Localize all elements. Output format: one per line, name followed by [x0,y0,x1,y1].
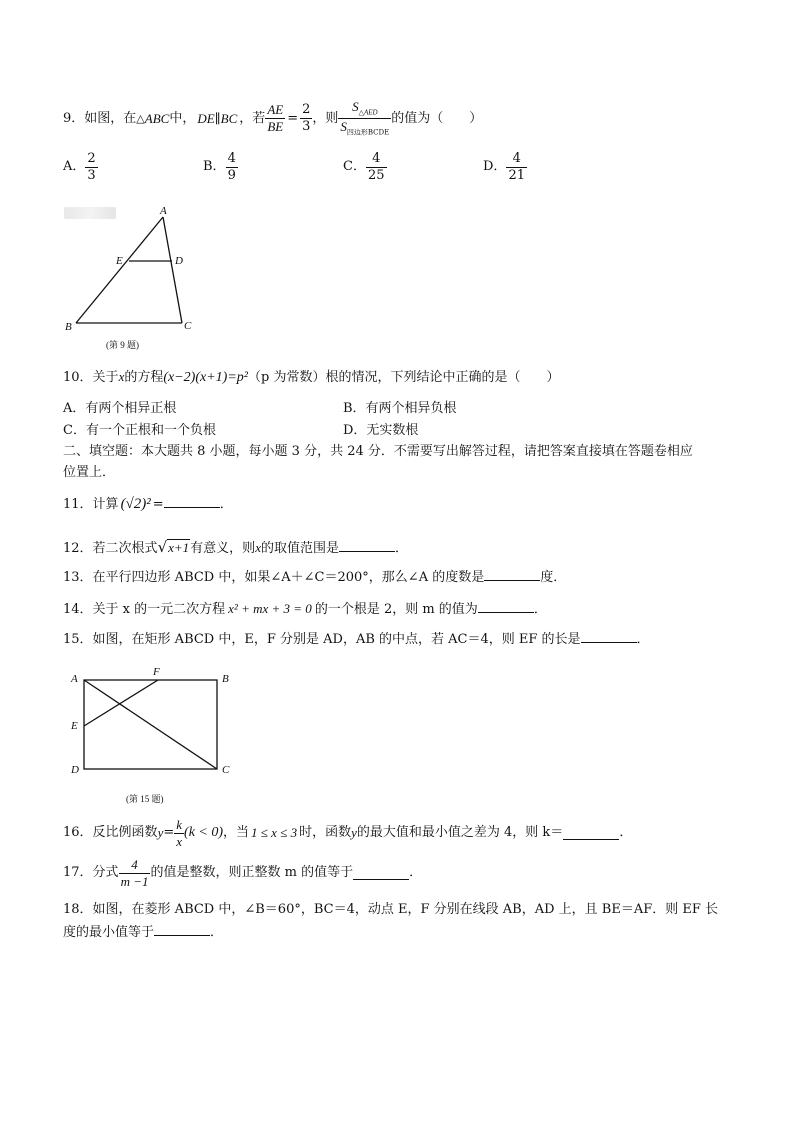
q9-area-den: $S_{四边形BCDE}$ [340,118,390,137]
q9-label-d: D [175,255,183,267]
q13-number: 13． [63,570,93,585]
q18-stem-line2 [63,923,223,941]
q9-option-fraction: $\frac{4}{9}$ [227,151,236,183]
q13-text: 在平行四边形 ABCD 中，如果∠A＋∠C＝200°，那么∠A 的度数是 [92,570,485,585]
q9-ratio-fraction [265,103,285,133]
q9-ratio-num: AE [267,102,284,118]
q11-end: ． [219,497,233,512]
q15-label-a: A [71,673,78,685]
q9-side-ab [76,217,163,323]
q15-answer-blank[interactable] [581,630,637,643]
q18-stem-line1 [63,902,718,918]
q9-abc: ABC [144,110,170,126]
q9-option-label: D． [483,159,507,175]
q9-option-fraction: $\frac{4}{25}$ [367,151,385,183]
q9-text: 的值为（ ） [391,110,483,126]
q9-option-label: B． [203,159,226,175]
q16-y: y [351,825,357,841]
q9-option-b [203,152,238,182]
q15-figure-caption: (第 15 题) [126,794,164,804]
q9-text: 如图，在 [84,110,137,126]
q16-answer-blank[interactable] [563,827,619,840]
q17-text: 分式 [92,865,119,881]
q12-stem [63,538,408,557]
q16-text: 的最大值和最小值之差为 4，则 k＝ [356,825,564,841]
q15-label-b: B [222,673,229,685]
q13-stem [63,568,566,586]
q16-equals: = [163,825,175,841]
q17-fraction-num: 4 [131,857,138,872]
q14-end: ． [533,602,547,617]
q16-stem [63,818,632,848]
q9-text: ，则 [312,110,339,126]
q9-label-a: A [160,205,167,217]
q16-text: ，当 [223,825,250,841]
q10-stem [63,369,559,387]
q17-text: 的值是整数，则正整数 m 的值等于 [150,865,354,881]
q10-option-b: B．有两个相异负根 [343,401,457,416]
q16-y: y [157,825,164,841]
q12-x: x [255,540,261,555]
q15-diagonal-ac [84,680,217,769]
q9-option-c [343,152,387,182]
q15-end: ． [636,632,650,647]
q9-de-parallel-bc: DE∥BC [197,110,238,126]
q9-area-num: $S_{\triangle AED}$ [352,99,378,117]
q9-option-label: C． [343,159,366,175]
q16-fraction-num: k [176,817,183,832]
q18-text: 度的最小值等于 [63,925,155,940]
q14-stem [63,600,547,618]
q17-answer-blank[interactable] [353,867,409,880]
q11-stem [63,495,233,513]
q12-answer-blank[interactable] [339,539,395,552]
q9-value-fraction [300,103,312,133]
q17-end: ． [409,865,423,881]
q14-text: 的一个根是 2，则 m 的值为 [314,602,478,617]
q18-end: ． [210,925,224,940]
q9-ratio-den: BE [267,118,284,134]
q14-equation: x² + mx + 3 = 0 [228,601,312,616]
q12-radicand: x+1 [168,540,190,555]
q16-end: ． [619,825,633,841]
q9-equals: = [287,110,299,126]
q12-text: 若二次根式 [92,541,158,556]
q16-fraction [174,818,184,848]
q17-fraction-den: m −1 [120,873,149,889]
q9-area-fraction [338,100,391,137]
q9-stem [63,100,482,137]
q12-radical-sign: √ [157,538,168,556]
q11-text: 计算 [92,497,119,512]
q9-option-a [63,152,98,182]
q15-stem [63,630,650,648]
q9-value-den: 3 [302,118,311,134]
q11-expression: (√2)² [120,496,151,512]
q17-number: 17． [63,865,93,881]
q9-option-fraction: $\frac{2}{3}$ [87,151,96,183]
q13-answer-blank[interactable] [484,568,540,581]
q18-text: 如图，在菱形 ABCD 中，∠B＝60°，BC＝4，动点 E，F 分别在线段 AB，AD 上，且 BE＝AF．则 EF 长 [92,902,719,917]
q16-condition: (k < 0) [184,824,224,840]
section2-instructions-line2: 位置上． [63,465,116,480]
q9-side-ac [163,217,182,323]
q10-x: x [118,369,125,384]
q12-end: ． [394,541,408,556]
q15-label-c: C [222,764,230,776]
q17-stem [63,858,422,888]
q18-number: 18． [63,902,93,917]
q10-equation: (x−2)(x+1)=p² [163,370,248,385]
q16-range: 1 ≤ x ≤ 3 [251,825,298,841]
q9-label-b: B [65,321,72,333]
q9-label-e: E [116,255,123,267]
q10-option-c: C．有一个正根和一个负根 [63,423,216,438]
q9-triangle-symbol: △ [136,111,145,125]
q14-number: 14． [63,602,93,617]
q11-number: 11． [63,497,93,512]
q16-fraction-den: x [176,833,183,849]
q10-text: 的方程 [124,370,164,385]
q15-label-d: D [71,764,79,776]
q12-number: 12． [63,541,93,556]
q9-label-c: C [184,320,192,332]
q9-option-label: A． [63,159,86,175]
q9-text: ，若 [239,110,266,126]
q10-option-a: A．有两个相异正根 [63,401,177,416]
q10-option-d: D．无实数根 [343,423,419,438]
q9-value-num: 2 [302,102,311,118]
q9-figure-caption: (第 9 题) [106,340,139,350]
section2-instructions-line1: 二、填空题：本大题共 8 小题，每小题 3 分，共 24 分．不需要写出解答过程，请把答案直接填在答题卷相应 [63,444,693,459]
q16-text: 时，函数 [299,825,352,841]
q16-number: 16． [63,825,93,841]
q13-end: 度． [540,570,567,585]
q11-equals: = [152,497,164,512]
q9-number: 9． [63,110,85,126]
q15-label-f: F [153,666,160,678]
q12-text: 有意义，则 [190,541,256,556]
q15-label-e: E [71,720,78,732]
q10-number: 10． [63,370,93,385]
q15-figure-rectangle [78,672,228,778]
q9-option-d [483,152,527,182]
q17-fraction [119,858,151,888]
q18-answer-blank[interactable] [154,923,210,936]
q9-option-fraction: $\frac{4}{21}$ [508,151,525,183]
q15-number: 15． [63,632,93,647]
q10-text: 关于 [92,370,119,385]
q12-text: 的取值范围是 [260,541,339,556]
q10-text: （p 为常数）根的情况，下列结论中正确的是（ ） [247,370,560,385]
q11-answer-blank[interactable] [164,495,220,508]
q16-text: 反比例函数 [92,825,158,841]
q14-text: 关于 x 的一元二次方程 [92,602,226,617]
q15-text: 如图，在矩形 ABCD 中，E，F 分别是 AD，AB 的中点，若 AC＝4，则 EF 的长是 [92,632,581,647]
q9-text: 中， [169,110,196,126]
q14-answer-blank[interactable] [478,600,534,613]
